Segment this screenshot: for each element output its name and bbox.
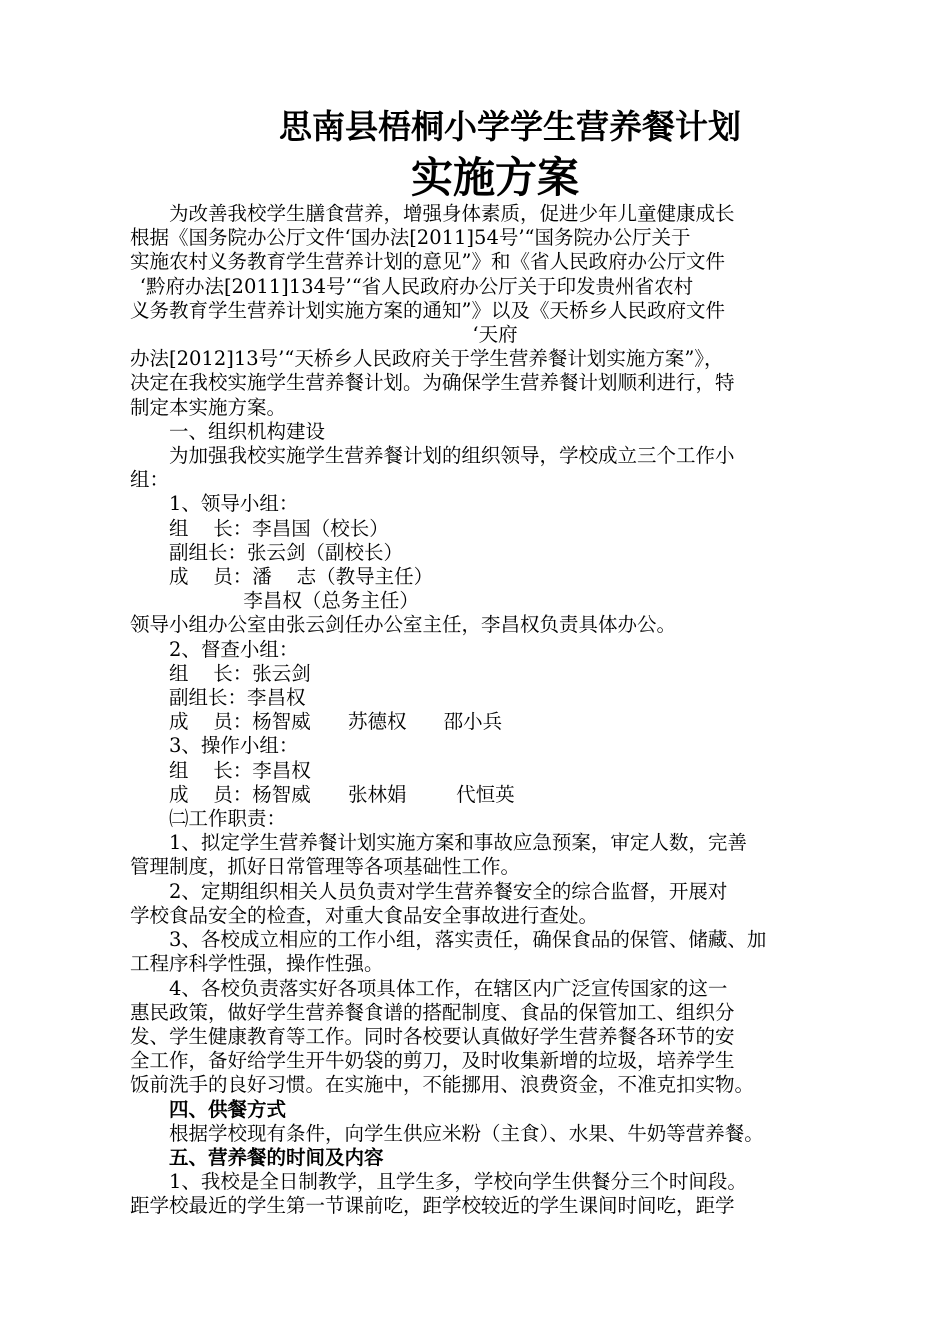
group1-title: 1、领导小组： xyxy=(169,492,299,516)
duty-line: 饭前洗手的良好习惯。在实施中，不能挪用、浪费资金，不准克扣实物。 xyxy=(130,1073,755,1097)
group1-note: 领导小组办公室由张云剑任办公室主任，李昌权负责具体办公。 xyxy=(130,613,677,637)
duty-line: 全工作，备好给学生开牛奶袋的剪刀，及时收集新增的垃圾，培养学生 xyxy=(130,1049,735,1073)
duty-line: 管理制度，抓好日常管理等各项基础性工作。 xyxy=(130,855,521,879)
section5-text: 1、我校是全日制教学，且学生多，学校向学生供餐分三个时间段。 xyxy=(169,1170,747,1194)
duty-line: 发、学生健康教育等工作。同时各校要认真做好学生营养餐各环节的安 xyxy=(130,1024,735,1048)
duty-line: 工程序科学性强，操作性强。 xyxy=(130,952,384,976)
intro-line: 义务教育学生营养计划实施方案的通知”》以及《天桥乡人民政府文件 xyxy=(130,298,725,322)
intro-paragraph xyxy=(130,202,860,420)
duty-line: 4、各校负责落实好各项具体工作，在辖区内广泛宣传国家的这一 xyxy=(169,976,728,1000)
intro-line: 制定本实施方案。 xyxy=(130,395,287,419)
section5-heading: 五、营养餐的时间及内容 xyxy=(169,1145,384,1169)
group3-title: 3、操作小组： xyxy=(169,734,299,758)
intro-line: 实施农村义务教育学生营养计划的意见”》和《省人民政府办公厅文件 xyxy=(130,250,725,274)
group3-leader: 组 长：李昌权 xyxy=(169,758,311,782)
document-body xyxy=(130,202,860,1219)
group1-leader: 组 长：李昌国（校长） xyxy=(169,516,389,540)
intro-line: 为改善我校学生膳食营养，增强身体素质，促进少年儿童健康成长 xyxy=(169,202,735,225)
document-page xyxy=(130,104,860,1219)
duty-line: 1、拟定学生营养餐计划实施方案和事故应急预案，审定人数，完善 xyxy=(169,831,747,855)
group2-leader: 组 长：张云剑 xyxy=(169,661,311,685)
section5-text: 距学校最近的学生第一节课前吃，距学校较近的学生课间时间吃，距学 xyxy=(130,1194,735,1218)
group2-deputy: 副组长：李昌权 xyxy=(169,686,306,710)
section1-intro-line: 为加强我校实施学生营养餐计划的组织领导，学校成立三个工作小 xyxy=(169,444,735,468)
section1-heading: 一、组织机构建设 xyxy=(169,419,326,443)
group1-member: 成 员：潘 志（教导主任） xyxy=(169,565,434,589)
duties-heading: ㈡工作职责： xyxy=(169,807,287,831)
section4-heading: 四、供餐方式 xyxy=(169,1097,287,1121)
group3-members: 成 员：杨智威 张林娟 代恒英 xyxy=(169,782,515,806)
duty-line: 惠民政策，做好学生营养餐食谱的搭配制度、食品的保管加工、组织分 xyxy=(130,1000,735,1024)
intro-line: 根据《国务院办公厅文件‘国办法[2011]54号’“国务院办公厅关于 xyxy=(130,226,691,250)
section1-intro-line: 组： xyxy=(130,468,170,492)
group2-members: 成 员：杨智威 苏德权 邵小兵 xyxy=(169,710,503,734)
duty-line: 学校食品安全的检查，对重大食品安全事故进行查处。 xyxy=(130,903,599,927)
intro-line: 办法[2012]13号’“天桥乡人民政府关于学生营养餐计划实施方案”》， xyxy=(130,347,724,371)
duty-line: 3、各校成立相应的工作小组，落实责任，确保食品的保管、储藏、加 xyxy=(169,928,767,952)
intro-line: 决定在我校实施学生营养餐计划。为确保学生营养餐计划顺利进行，特 xyxy=(130,371,735,395)
document-title-line1: 思南县梧桐小学学生营养餐计划 xyxy=(279,107,741,146)
intro-line: ‘天府 xyxy=(472,323,518,347)
group1-deputy: 副组长：张云剑（副校长） xyxy=(169,540,404,564)
intro-line: ‘黔府办法[2011]134号’“省人民政府办公厅关于印发贵州省农村 xyxy=(139,274,694,298)
duty-line: 2、定期组织相关人员负责对学生营养餐安全的综合监督，开展对 xyxy=(169,879,728,903)
section4-text: 根据学校现有条件，向学生供应米粉（主食）、水果、牛奶等营养餐。 xyxy=(169,1121,764,1145)
group1-member: 李昌权（总务主任） xyxy=(169,589,419,613)
group2-title: 2、督查小组： xyxy=(169,637,299,661)
document-title-line2: 实施方案 xyxy=(410,153,579,202)
